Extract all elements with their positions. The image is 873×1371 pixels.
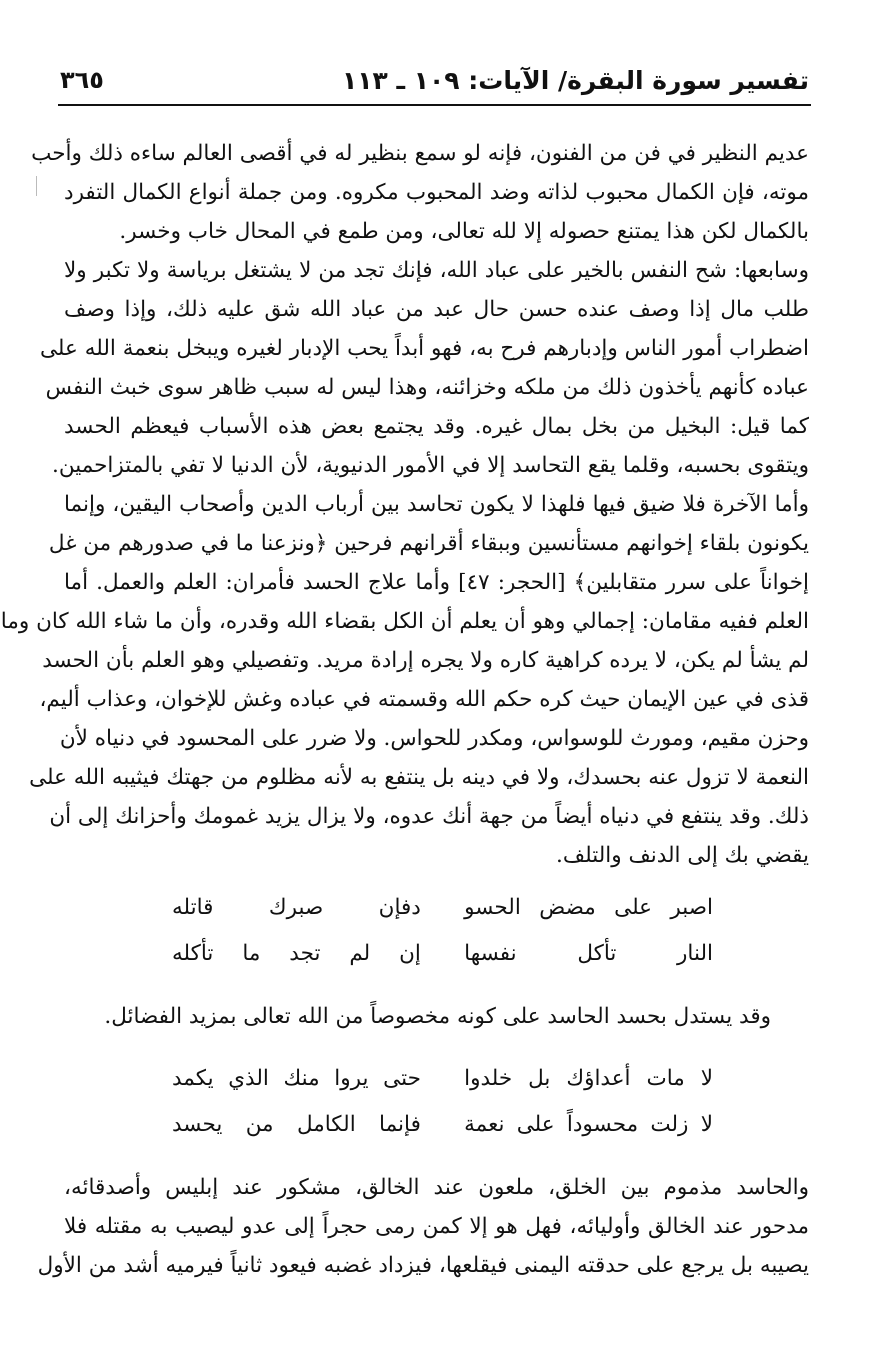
text-line: موته، فإن الكمال محبوب لذاته وضد المحبوب مكروه. ومن جملة أنواع الكمال التفرد — [64, 180, 809, 205]
text-line: بالكمال لكن هذا يمتنع حصوله إلا لله تعالى، ومن طمع في المحال خاب وخسر. — [119, 219, 809, 244]
running-header — [60, 60, 809, 100]
verse-second-hemistich: حتى يروا منك الذي يكمد — [172, 1066, 421, 1091]
text-line: العلم ففيه مقامان: إجمالي وهو أن يعلم أن الكل بقضاء الله وقدره، وأن ما شاء الله كان وما — [0, 609, 809, 634]
poem-2 — [172, 1056, 713, 1148]
scan-mark — [36, 176, 37, 196]
text-line: والحاسد مذموم بين الخلق، ملعون عند الخالق، مشكور عند إبليس وأصدقائه، — [64, 1175, 809, 1200]
text-line: النعمة لا تزول عنه بحسدك، ولا في دينه بل ينتفع به لأنه مظلوم من جهتك فيثيبه الله على — [29, 765, 809, 790]
verse-first-hemistich: النار تأكل نفسها — [464, 941, 713, 966]
verse-second-hemistich: دفإن صبرك قاتله — [172, 895, 421, 920]
verse-first-hemistich: لا زلت محسوداً على نعمة — [464, 1112, 713, 1137]
text-line: يكونون بلقاء إخوانهم مستأنسين وببقاء أقرانهم فرحين ﴿ونزعنا ما في صدورهم من غل — [48, 531, 809, 556]
text-line: مدحور عند الخالق وأوليائه، فهل هو إلا كمن رمى حجراً إلى عدو ليصيب به مقتله فلا — [64, 1214, 809, 1239]
text-line: لم يشأ لم يكن، لا يرده كراهية كاره ولا يجره إرادة مريد. وتفصيلي وهو العلم بأن الحسد — [42, 648, 809, 673]
text-line: عديم النظير في فن من الفنون، فإنه لو سمع بنظير له في أقصى العالم ساءه ذلك وأحب — [31, 141, 809, 166]
text-line: وحزن مقيم، ومورث للوسواس، ومكدر للحواس. ولا ضرر على المحسود في دنياه لأن — [59, 726, 809, 751]
verse-first-hemistich: لا مات أعداؤك بل خلدوا — [464, 1066, 713, 1091]
text-line: ويتقوى بحسبه، وقلما يقع التحاسد إلا في الأمور الدنيوية، لأن الدنيا لا تفي بالمتزاحمين. — [52, 453, 809, 478]
text-line: وسابعها: شح النفس بالخير على عباد الله، فإنك تجد من لا يشتغل برياسة ولا تكبر ولا — [64, 258, 809, 283]
text-line: قذى في عين الإيمان حيث كره حكم الله وقسمته في عباده وغش للإخوان، وعذاب أليم، — [39, 687, 809, 712]
text-line: عباده كأنهم يأخذون ذلك من ملكه وخزائنه، وهذا ليس له سبب ظاهر سوى خبث النفس — [45, 375, 809, 400]
verse — [172, 885, 713, 931]
verse — [172, 1102, 713, 1148]
verse-second-hemistich: فإنما الكامل من يحسد — [172, 1112, 421, 1137]
text-line: كما قيل: البخيل من بخل بمال غيره. وقد يجتمع بعض هذه الأسباب فيعظم الحسد — [64, 414, 809, 439]
text-line: ذلك. وقد ينتفع في دنياه أيضاً من جهة أنك عدوه، ولا يزال يزيد غمومك وأحزانك إلى أن — [49, 804, 809, 829]
verse — [172, 931, 713, 977]
running-title: تفسير سورة البقرة/ الآيات: ١٠٩ ـ ١١٣ — [342, 65, 809, 95]
verse — [172, 1056, 713, 1102]
verse-first-hemistich: اصبر على مضض الحسو — [464, 895, 713, 920]
text-line: اضطراب أمور الناس وإدبارهم فرح به، فهو أبداً يحب الإدبار لغيره ويبخل بنعمة الله على — [40, 336, 809, 361]
page-body — [0, 134, 809, 1285]
poem-1 — [172, 885, 713, 977]
text-line: طلب مال إذا وصف عنده حسن حال عبد من عباد الله شق عليه ذلك، وإذا وصف — [64, 297, 809, 322]
page-number: ٣٦٥ — [60, 66, 104, 94]
text-line: يصيبه بل يرجع على حدقته اليمنى فيقلعها، فيزداد غضبه فيعود ثانياً فيرميه أشد من الأول — [37, 1253, 809, 1278]
text-line: وأما الآخرة فلا ضيق فيها فلهذا لا يكون تحاسد بين أرباب الدين وأصحاب اليقين، وإنما — [64, 492, 809, 517]
verse-second-hemistich: إن لم تجد ما تأكله — [172, 941, 421, 966]
header-rule — [58, 104, 811, 106]
text-line: يقضي بك إلى الدنف والتلف. — [556, 843, 809, 868]
paragraph-2 — [37, 1168, 809, 1285]
poem-intro-line: وقد يستدل بحسد الحاسد على كونه مخصوصاً من الله تعالى بمزيد الفضائل. — [104, 1004, 771, 1029]
text-line: إخواناً على سرر متقابلين﴾ [الحجر: ٤٧] وأما علاج الحسد فأمران: العلم والعمل. أما — [64, 570, 809, 595]
paragraph-1 — [0, 134, 809, 875]
